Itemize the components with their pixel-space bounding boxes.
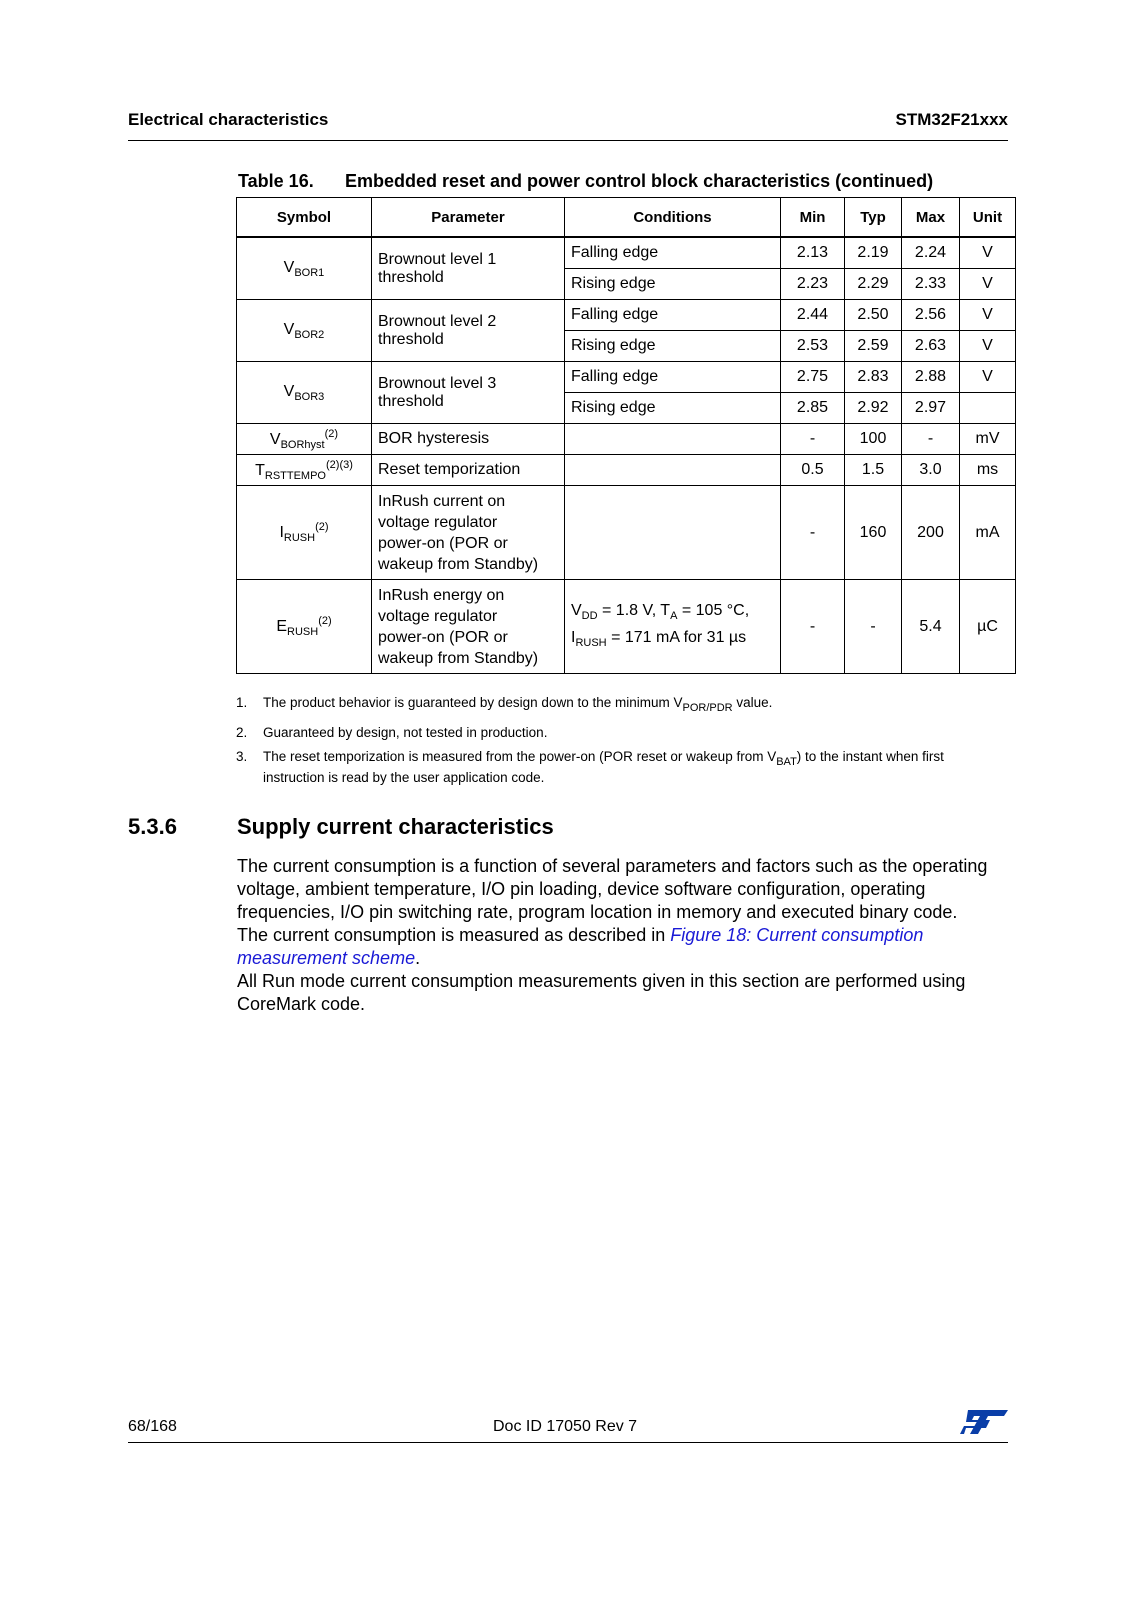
- doc-id: Doc ID 17050 Rev 7: [493, 1418, 638, 1435]
- typ-cell: 1.5: [845, 455, 902, 486]
- page-footer: [128, 1418, 1008, 1443]
- typ-cell: 2.92: [845, 393, 902, 424]
- table-number: Table 16.: [238, 171, 314, 191]
- condition-cell: Falling edge: [565, 300, 781, 331]
- min-cell: -: [781, 580, 845, 674]
- typ-cell: 2.50: [845, 300, 902, 331]
- unit-cell: ms: [960, 455, 1016, 486]
- symbol-cell: $E_{RUSH}^{(2)}$: [237, 580, 372, 674]
- max-cell: 2.88: [902, 362, 960, 393]
- page-header: [128, 110, 1008, 141]
- max-cell: 2.33: [902, 269, 960, 300]
- max-cell: 3.0: [902, 455, 960, 486]
- min-cell: 2.23: [781, 269, 845, 300]
- parameter-cell: Brownout level 2 threshold: [372, 300, 565, 362]
- table-header-row: [237, 198, 1016, 238]
- col-header-conditions: Conditions: [565, 198, 781, 238]
- condition-cell: [565, 486, 781, 580]
- section-number: 5.3.6: [128, 814, 177, 839]
- figure-link[interactable]: Figure 18: Current consumption measurement scheme: [237, 925, 924, 968]
- min-cell: 0.5: [781, 455, 845, 486]
- table-row: [237, 486, 1016, 580]
- max-cell: 2.56: [902, 300, 960, 331]
- unit-cell: µC: [960, 580, 1016, 674]
- condition-cell: $V_{DD} = 1.8$ V, $T_A = 105$ °C, $I_{RUSH} = 171$ mA for 31 µs: [565, 580, 781, 674]
- table-note-2: 2. Guaranteed by design, not tested in production.: [236, 725, 548, 740]
- unit-cell: V: [960, 362, 1016, 393]
- max-cell: 2.97: [902, 393, 960, 424]
- symbol-cell: $T_{RSTTEMPO}^{(2)(3)}$: [237, 455, 372, 486]
- unit-cell: mA: [960, 486, 1016, 580]
- paragraph: The current consumption is a function of several parameters and factors such as the operating voltage, ambient temperature, I/O pin loading, device software configuration, operating frequencies, I/O pin switching rate, program location in memory and executed binary code.: [237, 856, 988, 922]
- section-body: [237, 855, 1007, 1016]
- symbol-cell: $V_{BOR3}$: [237, 362, 372, 424]
- condition-cell: Falling edge: [565, 237, 781, 269]
- col-header-symbol: Symbol: [237, 198, 372, 238]
- col-header-unit: Unit: [960, 198, 1016, 238]
- paragraph: The current consumption is measured as described in Figure 18: Current consumption measurement scheme.: [237, 925, 924, 968]
- symbol-cell: $V_{BORhyst}^{(2)}$: [237, 424, 372, 455]
- condition-cell: Rising edge: [565, 393, 781, 424]
- parameter-cell: InRush current on voltage regulator power-on (POR or wakeup from Standby): [372, 486, 565, 580]
- max-cell: 5.4: [902, 580, 960, 674]
- typ-cell: 2.59: [845, 331, 902, 362]
- symbol-cell: $V_{BOR1}$: [237, 237, 372, 300]
- section-title: Supply current characteristics: [237, 814, 554, 839]
- typ-cell: 2.19: [845, 237, 902, 269]
- min-cell: 2.75: [781, 362, 845, 393]
- parameter-cell: BOR hysteresis: [372, 424, 565, 455]
- min-cell: 2.44: [781, 300, 845, 331]
- header-section-title: Electrical characteristics: [128, 110, 329, 129]
- unit-cell: V: [960, 331, 1016, 362]
- table-row: [237, 237, 1016, 269]
- min-cell: 2.13: [781, 237, 845, 269]
- table-row: [237, 424, 1016, 455]
- header-product-name: STM32F21xxx: [895, 110, 1008, 129]
- typ-cell: 160: [845, 486, 902, 580]
- symbol-cell: $I_{RUSH}^{(2)}$: [237, 486, 372, 580]
- col-header-typ: Typ: [845, 198, 902, 238]
- section-heading: [128, 814, 554, 840]
- unit-cell: mV: [960, 424, 1016, 455]
- max-cell: 2.63: [902, 331, 960, 362]
- parameter-cell: InRush energy on voltage regulator power-on (POR or wakeup from Standby): [372, 580, 565, 674]
- unit-cell: [960, 393, 1016, 424]
- table-note-3: 3. The reset temporization is measured from the power-on (POR reset or wakeup from $V_{BAT}$) to the instant when first instruction is read by the user application code.: [236, 749, 944, 785]
- table-row: [237, 362, 1016, 393]
- min-cell: -: [781, 486, 845, 580]
- min-cell: 2.85: [781, 393, 845, 424]
- table-caption: [238, 171, 933, 192]
- condition-cell: Falling edge: [565, 362, 781, 393]
- condition-cell: [565, 424, 781, 455]
- condition-cell: Rising edge: [565, 331, 781, 362]
- table-note-1: 1. The product behavior is guaranteed by design down to the minimum $V_{POR/PDR}$ value.: [236, 695, 773, 714]
- condition-cell: Rising edge: [565, 269, 781, 300]
- condition-cell: [565, 455, 781, 486]
- table-row: [237, 300, 1016, 331]
- min-cell: -: [781, 424, 845, 455]
- parameter-cell: Brownout level 3 threshold: [372, 362, 565, 424]
- unit-cell: V: [960, 237, 1016, 269]
- parameter-cell: Brownout level 1 threshold: [372, 237, 565, 300]
- table-title: Embedded reset and power control block characteristics (continued): [345, 171, 934, 191]
- typ-cell: 100: [845, 424, 902, 455]
- page-number: 68/168: [128, 1418, 177, 1435]
- unit-cell: V: [960, 269, 1016, 300]
- col-header-min: Min: [781, 198, 845, 238]
- max-cell: 2.24: [902, 237, 960, 269]
- characteristics-table: [236, 197, 1016, 674]
- typ-cell: -: [845, 580, 902, 674]
- max-cell: 200: [902, 486, 960, 580]
- table-row: [237, 455, 1016, 486]
- symbol-cell: $V_{BOR2}$: [237, 300, 372, 362]
- unit-cell: V: [960, 300, 1016, 331]
- parameter-cell: Reset temporization: [372, 455, 565, 486]
- col-header-max: Max: [902, 198, 960, 238]
- st-logo-icon: [960, 1408, 1008, 1436]
- typ-cell: 2.29: [845, 269, 902, 300]
- col-header-parameter: Parameter: [372, 198, 565, 238]
- table-notes: [236, 695, 996, 794]
- max-cell: -: [902, 424, 960, 455]
- min-cell: 2.53: [781, 331, 845, 362]
- table-row: [237, 580, 1016, 674]
- paragraph: All Run mode current consumption measurements given in this section are performed using CoreMark code.: [237, 971, 966, 1014]
- typ-cell: 2.83: [845, 362, 902, 393]
